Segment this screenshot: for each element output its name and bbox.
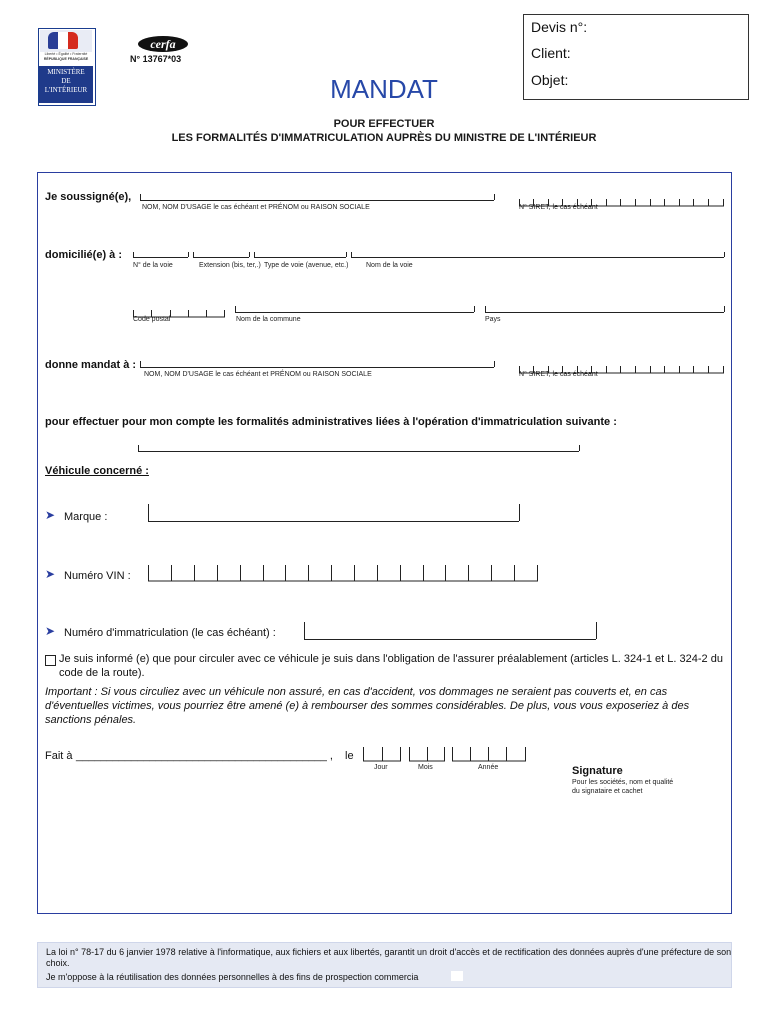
mois-caption: Mois [418, 764, 433, 771]
field-tick [346, 252, 347, 257]
commune-field[interactable] [235, 312, 474, 313]
type-voie-field[interactable] [254, 257, 346, 258]
commune-caption: Nom de la commune [236, 316, 301, 323]
mandat-name-field[interactable] [140, 367, 494, 368]
annee-caption: Année [478, 764, 499, 771]
pays-field[interactable] [485, 312, 724, 313]
soussigne-name-field[interactable] [140, 200, 494, 201]
nom-voie-caption: Nom de la voie [366, 262, 413, 269]
field-tick [133, 252, 134, 257]
soussigne-label: Je soussigné(e), [45, 191, 132, 203]
code-postal-caption: Code postal [133, 316, 171, 323]
field-tick [724, 252, 725, 257]
fait-label: Fait à [45, 750, 73, 762]
mandat-name-caption: NOM, NOM D'USAGE le cas échéant et PRÉNOM ou RAISON SOCIALE [144, 371, 372, 378]
code-postal-field[interactable] [133, 305, 225, 312]
logo-ministry-text: MINISTÈRE DE L'INTÉRIEUR [39, 66, 93, 103]
date-field[interactable] [363, 747, 526, 761]
marque-field[interactable] [148, 521, 519, 522]
chevron-right-icon: ➤ [45, 508, 56, 522]
marque-label: Marque : [64, 511, 108, 523]
logo-republic-text: Liberté • Égalité • Fraternité RÉPUBLIQUE FRANÇAISE [43, 52, 89, 61]
vin-field[interactable] [148, 565, 538, 581]
opposition-text: Je m'oppose à la réutilisation des données personnelles à des fins de prospection commercia [46, 972, 419, 982]
field-tick [148, 504, 149, 521]
field-tick [485, 306, 486, 312]
voie-number-field[interactable] [133, 257, 188, 258]
chevron-right-icon: ➤ [45, 624, 56, 638]
cerfa-logo: cerfa [138, 36, 188, 52]
domicile-label: domicilié(e) à : [45, 249, 123, 261]
extension-caption: Extension (bis, ter,.) [199, 262, 261, 269]
objet-field[interactable]: Objet: [531, 72, 569, 88]
mandat-label: donne mandat à : [45, 359, 137, 371]
field-tick [596, 622, 597, 639]
field-tick [254, 252, 255, 257]
vin-label: Numéro VIN : [64, 570, 131, 582]
page-title: MANDAT [330, 74, 438, 104]
field-tick [724, 306, 725, 312]
immat-field[interactable] [304, 639, 596, 640]
devis-number-field[interactable]: Devis n°: [531, 19, 588, 35]
extension-field[interactable] [193, 257, 249, 258]
assurance-checkbox[interactable] [45, 655, 56, 666]
vehicule-heading: Véhicule concerné : [45, 465, 149, 477]
type-voie-caption: Type de voie (avenue, etc.) [264, 262, 349, 269]
field-tick [249, 252, 250, 257]
field-tick [474, 306, 475, 312]
date-comb [363, 747, 526, 762]
operation-text: pour effectuer pour mon compte les formalités administratives liées à l'opération d'immatriculation suivante : [45, 416, 617, 428]
field-tick [138, 445, 139, 451]
field-tick [579, 445, 580, 451]
field-tick [140, 361, 141, 367]
field-tick [235, 306, 236, 312]
soussigne-siret-field[interactable] [519, 194, 724, 201]
client-field[interactable]: Client: [531, 45, 571, 61]
mandat-siret-caption: N° SIRET, le cas échéant [519, 371, 598, 378]
chevron-right-icon: ➤ [45, 567, 56, 581]
field-tick [494, 361, 495, 367]
signature-caption: Pour les sociétés, nom et qualité du signataire et cachet [572, 779, 674, 795]
field-tick [140, 194, 141, 200]
voie-number-caption: N° de la voie [133, 262, 173, 269]
cerfa-number: N° 13767*03 [130, 54, 182, 64]
field-tick [351, 252, 352, 257]
signature-label: Signature [572, 765, 623, 777]
assurance-text: Je suis informé (e) que pour circuler avec ce véhicule je suis dans l'obligation de l'assurer préalablement (articles L. 324-1 et L. 324-2 du code de la route). [59, 653, 723, 679]
vin-comb [148, 565, 538, 582]
field-tick [193, 252, 194, 257]
nom-voie-field[interactable] [351, 257, 724, 258]
field-tick [188, 252, 189, 257]
field-tick [519, 504, 520, 521]
immat-label: Numéro d'immatriculation (le cas échéant) : [64, 627, 276, 639]
pays-caption: Pays [485, 316, 501, 323]
subtitle-line1: POUR EFFECTUER [333, 118, 435, 130]
marianne-logo [40, 30, 92, 52]
operation-field[interactable] [138, 451, 579, 452]
fait-field[interactable]: _________________________________________ , [76, 750, 333, 762]
privacy-notice-text: La loi n° 78-17 du 6 janvier 1978 relative à l'informatique, aux fichiers et aux libertés, garantit un droit d'accès et de rectification des données auprès d'une préfecture de son choix. [46, 947, 732, 968]
opposition-checkbox[interactable] [451, 971, 463, 981]
subtitle-line2: LES FORMALITÉS D'IMMATRICULATION AUPRÈS DU MINISTRE DE L'INTÉRIEUR [171, 132, 597, 144]
soussigne-name-caption: NOM, NOM D'USAGE le cas échéant et PRÉNOM ou RAISON SOCIALE [142, 204, 370, 211]
le-label: le [345, 750, 354, 762]
important-text: Important : Si vous circuliez avec un véhicule non assuré, en cas d'accident, vos dommages ne seraient pas couverts et, en cas d'éventuelles victimes, vous pourriez être amené (e) à rembourser des sommes considérables. De plus, vous vous exposeriez à des sanctions pénales. [45, 686, 690, 726]
field-tick [304, 622, 305, 639]
siret-caption: N° SIRET, le cas échéant [519, 204, 598, 211]
mandat-siret-field[interactable] [519, 361, 724, 368]
jour-caption: Jour [374, 764, 388, 771]
field-tick [494, 194, 495, 200]
form-frame [37, 172, 732, 914]
